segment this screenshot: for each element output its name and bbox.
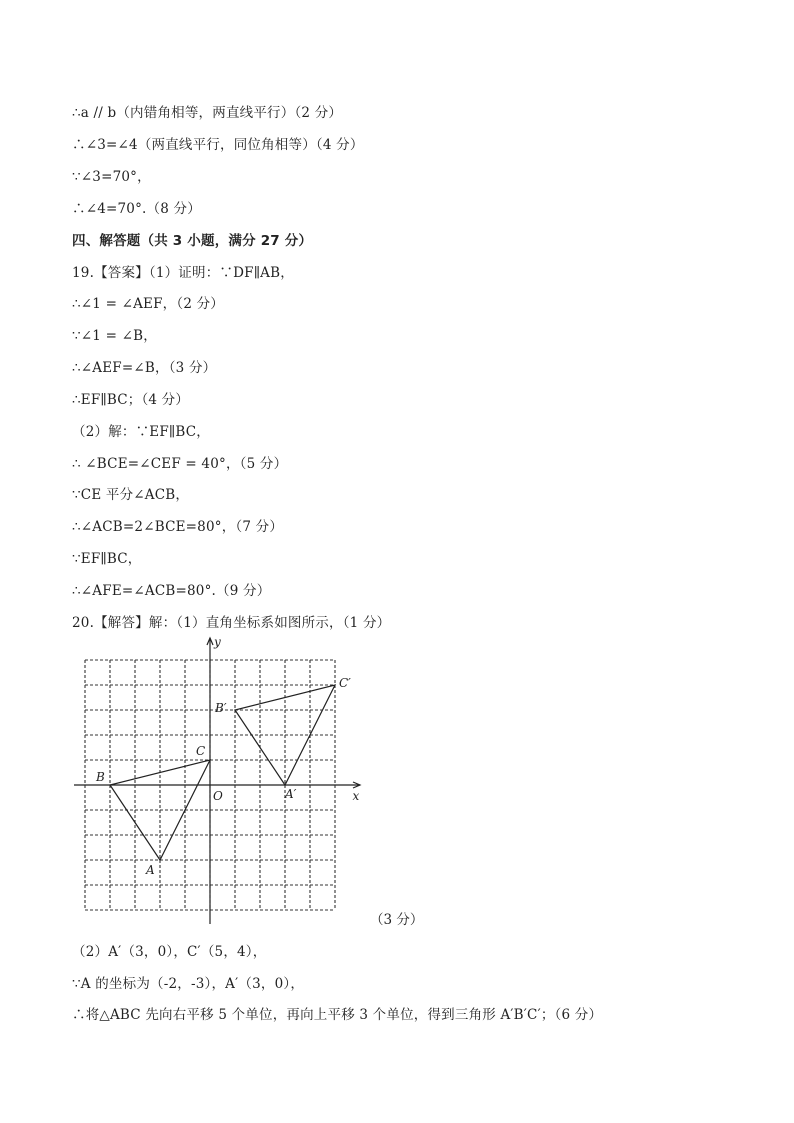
line-2: ∴∠3=∠4（两直线平行，同位角相等）（4 分） [72, 137, 364, 153]
y-axis-label: y [214, 635, 221, 649]
origin-label: O [213, 789, 223, 803]
label-point-c: C [196, 744, 206, 758]
line-11: （2）解：∵EF∥BC， [72, 424, 210, 440]
section-heading: 四、解答题（共 3 小题，满分 27 分） [72, 233, 313, 249]
line-16: ∴∠AFE=∠ACB=80°.（9 分） [72, 583, 271, 599]
x-axis-label: x [352, 789, 360, 803]
line-4: ∴∠4=70°.（8 分） [72, 201, 201, 217]
label-point-b: B [96, 770, 105, 784]
label-point-a-prime: A′ [285, 787, 297, 801]
figure-score: （3 分） [370, 912, 424, 928]
line-9: ∴∠AEF=∠B，（3 分） [72, 360, 217, 376]
line-13: ∵CE 平分∠ACB， [72, 487, 190, 503]
line-6: 19.【答案】（1）证明：∵DF∥AB， [72, 265, 294, 281]
line-7: ∴∠1 = ∠AEF，（2 分） [72, 296, 224, 312]
label-point-c-prime: C′ [339, 676, 351, 690]
line-15: ∵EF∥BC， [72, 551, 142, 567]
answer-line-3: ∴将△ABC 先向右平移 5 个单位，再向上平移 3 个单位，得到三角形 A′B′C′；（6 分） [72, 1007, 603, 1023]
line-10: ∴EF∥BC；（4 分） [72, 392, 190, 408]
line-3: ∵∠3=70°， [72, 169, 151, 185]
answer-line-2: ∵A 的坐标为（-2，-3），A′（3，0）， [72, 976, 305, 992]
line-17: 20.【解答】解：（1）直角坐标系如图所示，（1 分） [72, 615, 391, 631]
line-1: ∴a // b（内错角相等，两直线平行）（2 分） [72, 105, 343, 121]
line-14: ∴∠ACB=2∠BCE=80°，（7 分） [72, 519, 284, 535]
line-12: ∴ ∠BCE=∠CEF = 40°，（5 分） [72, 456, 288, 472]
label-point-b-prime: B′ [215, 701, 227, 715]
label-point-a: A [146, 863, 155, 877]
axes [74, 638, 360, 924]
coordinate-figure [70, 634, 370, 929]
line-8: ∵∠1 = ∠B， [72, 328, 157, 344]
answer-line-1: （2）A′（3，0），C′（5，4）， [72, 944, 267, 960]
